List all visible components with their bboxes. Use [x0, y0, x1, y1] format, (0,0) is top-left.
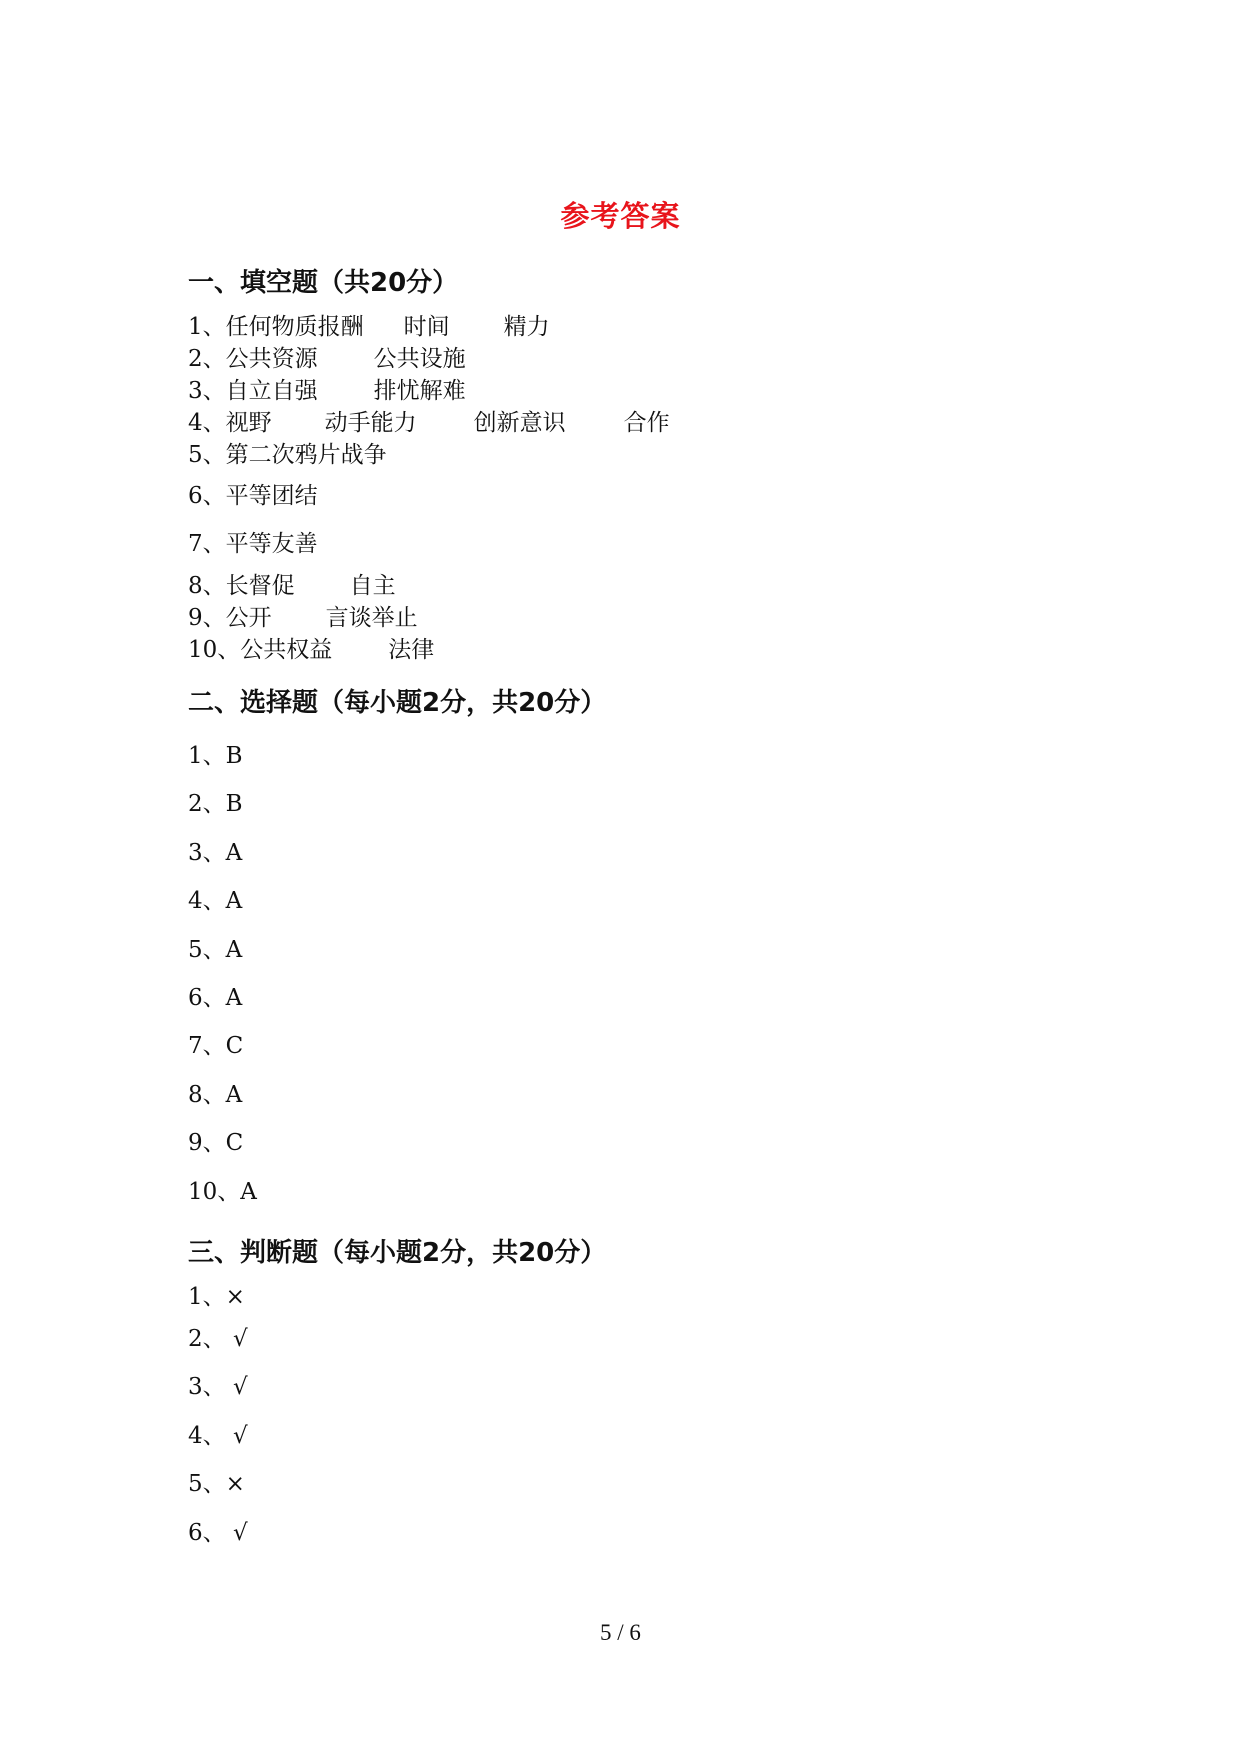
page-number: 5 / 6 [600, 1620, 641, 1645]
answer-text: 创新意识 [473, 410, 566, 436]
item-number: 2、 [188, 1326, 226, 1352]
answer-text: 动手能力 [324, 410, 417, 436]
item-number: 10、 [188, 1179, 241, 1205]
answer-text: 公共设施 [373, 346, 466, 372]
choice-item-1 [188, 745, 243, 768]
item-number: 1、 [188, 314, 226, 340]
check-mark: √ [225, 1423, 248, 1449]
answer-text: A [225, 985, 243, 1011]
answer-text: B [225, 791, 243, 817]
fill-blank-item-3 [188, 380, 466, 403]
answer-text: 第二次鸦片战争 [225, 442, 387, 468]
answer-text: A [225, 888, 243, 914]
answer-text: 精力 [503, 314, 550, 340]
answer-text: 合作 [623, 410, 670, 436]
answer-text: 长督促 [225, 573, 295, 599]
answer-text: A [240, 1179, 257, 1205]
section-heading-fill-blank: 一、填空题（共20分） [188, 268, 459, 298]
choice-item-2 [188, 793, 243, 816]
choice-item-5 [188, 939, 242, 962]
answer-text: A [225, 937, 243, 963]
item-number: 3、 [188, 840, 226, 866]
judge-item-3 [188, 1376, 248, 1399]
check-mark: √ [225, 1374, 248, 1400]
answer-text: 视野 [225, 410, 272, 436]
item-number: 1、 [188, 743, 226, 769]
fill-blank-item-8 [188, 575, 396, 598]
answer-text: A [225, 1082, 243, 1108]
fill-blank-item-9 [188, 607, 418, 630]
fill-blank-item-7 [188, 533, 318, 556]
item-number: 5、 [188, 1471, 226, 1497]
cross-mark: × [225, 1284, 245, 1310]
section-heading-true-false: 三、判断题（每小题2分，共20分） [188, 1238, 607, 1268]
item-number: 8、 [188, 1082, 226, 1108]
page-title: 参考答案 [560, 199, 681, 233]
answer-text: 法律 [388, 637, 435, 663]
answer-text: 自主 [349, 573, 396, 599]
check-mark: √ [225, 1520, 248, 1546]
choice-item-8 [188, 1084, 242, 1107]
answer-text: 公共资源 [225, 346, 318, 372]
answer-text: A [225, 840, 243, 866]
fill-blank-item-10 [188, 639, 434, 662]
fill-blank-item-5 [188, 444, 387, 467]
answer-text: 自立自强 [225, 378, 318, 404]
answer-text: 任何物质报酬 [225, 314, 364, 340]
fill-blank-item-2 [188, 348, 466, 371]
answer-text: 公开 [225, 605, 272, 631]
answer-text: B [225, 743, 243, 769]
judge-item-4 [188, 1425, 248, 1448]
item-number: 10、 [188, 637, 241, 663]
judge-item-5 [188, 1473, 245, 1496]
answer-text: 言谈举止 [325, 605, 418, 631]
item-number: 3、 [188, 378, 226, 404]
section-heading-multiple-choice: 二、选择题（每小题2分，共20分） [188, 688, 607, 718]
item-number: 6、 [188, 483, 226, 509]
answer-text: 平等友善 [225, 531, 318, 557]
check-mark: √ [225, 1326, 248, 1352]
item-number: 5、 [188, 442, 226, 468]
answer-text: C [225, 1033, 244, 1059]
item-number: 9、 [188, 1130, 226, 1156]
item-number: 7、 [188, 1033, 226, 1059]
item-number: 8、 [188, 573, 226, 599]
choice-item-6 [188, 987, 242, 1010]
judge-item-2 [188, 1328, 248, 1351]
item-number: 1、 [188, 1284, 226, 1310]
item-number: 6、 [188, 985, 226, 1011]
item-number: 5、 [188, 937, 226, 963]
item-number: 3、 [188, 1374, 226, 1400]
item-number: 2、 [188, 791, 226, 817]
fill-blank-item-6 [188, 485, 318, 508]
item-number: 4、 [188, 410, 226, 436]
answer-text: 公共权益 [240, 637, 333, 663]
item-number: 2、 [188, 346, 226, 372]
answer-text: 时间 [403, 314, 450, 340]
answer-text: C [225, 1130, 244, 1156]
choice-item-10 [188, 1181, 257, 1204]
item-number: 4、 [188, 888, 226, 914]
answer-text: 排忧解难 [373, 378, 466, 404]
item-number: 6、 [188, 1520, 226, 1546]
fill-blank-item-4 [188, 412, 670, 435]
judge-item-1 [188, 1286, 245, 1309]
judge-item-6 [188, 1522, 248, 1545]
item-number: 7、 [188, 531, 226, 557]
fill-blank-item-1 [188, 316, 550, 339]
answer-text: 平等团结 [225, 483, 318, 509]
cross-mark: × [225, 1471, 245, 1497]
item-number: 4、 [188, 1423, 226, 1449]
choice-item-7 [188, 1035, 243, 1058]
item-number: 9、 [188, 605, 226, 631]
choice-item-4 [188, 890, 242, 913]
choice-item-3 [188, 842, 242, 865]
choice-item-9 [188, 1132, 243, 1155]
